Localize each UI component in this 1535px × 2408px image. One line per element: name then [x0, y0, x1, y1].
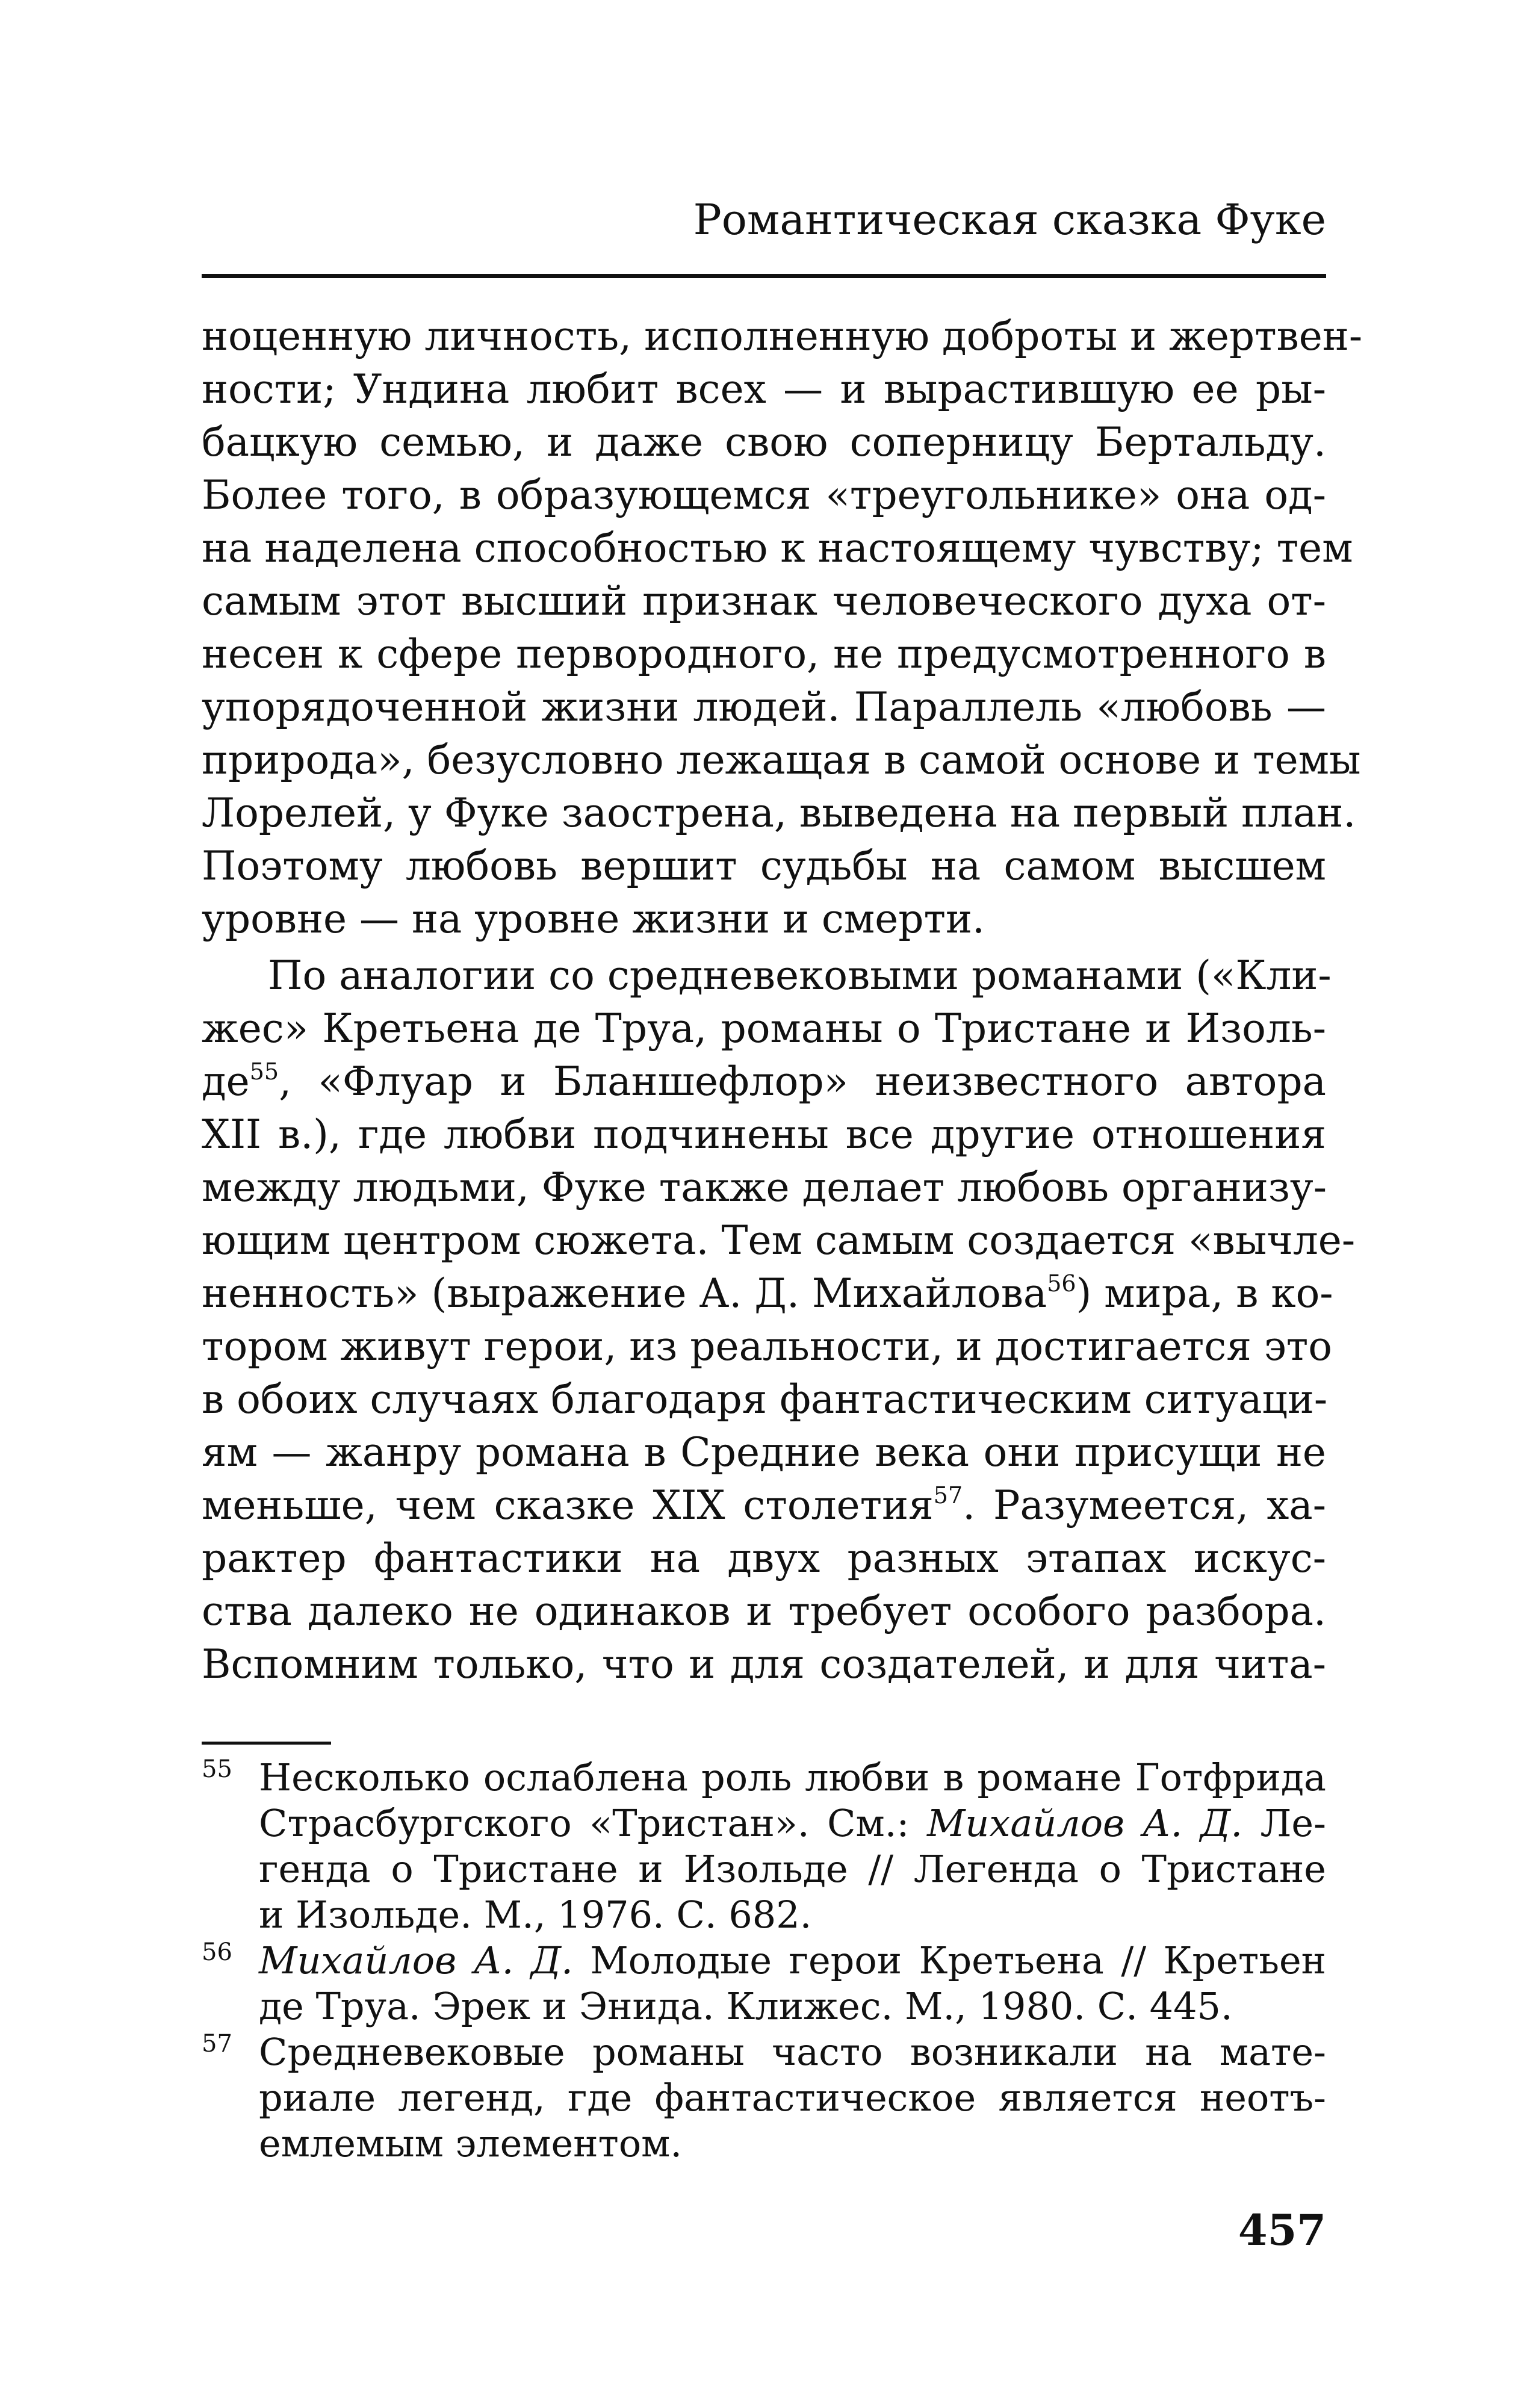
text-fragment: Ле-: [1242, 1801, 1326, 1845]
footnote-line: риале легенд, где фантастическое является неотъ-: [259, 2076, 1326, 2120]
text-line: на наделена способностью к настоящему чувству; тем: [202, 525, 1353, 571]
footnote-line: емлемым элементом.: [259, 2121, 683, 2165]
footnote-ref-55[interactable]: 55: [249, 1058, 279, 1085]
text-fragment: Несколько ослаблена роль любви в романе Готфрида: [259, 1755, 1326, 1799]
text-line: несен к сфере первородного, не предусмотренного в: [202, 631, 1326, 677]
text-line: ноценную личность, исполненную доброты и жертвен-: [202, 313, 1363, 359]
text-line: ности; Ундина любит всех — и вырастившую ее ры-: [202, 366, 1326, 412]
footnote-line: 57 Средневековые романы часто возникали на мате-: [202, 2030, 1326, 2074]
text-fragment: . Разумеется, ха-: [963, 1482, 1326, 1528]
text-line: в обоих случаях благодаря фантастическим ситуаци-: [202, 1376, 1328, 1423]
text-fragment: меньше, чем сказке XIX столетия: [202, 1482, 934, 1528]
text-line: ющим центром сюжета. Тем самым создается «вычле-: [202, 1217, 1356, 1264]
text-line: жес» Кретьена де Труа, романы о Тристане и Изоль-: [202, 1005, 1326, 1052]
footnote-line: де Труа. Эрек и Энида. Клижес. М., 1980. С. 445.: [259, 1984, 1233, 2028]
text-line: XII в.), где любви подчинены все другие отношения: [202, 1111, 1326, 1158]
footnotes: [202, 1755, 1326, 2167]
text-fragment: ненность» (выражение А. Д. Михайлова: [202, 1270, 1047, 1317]
text-line: [202, 1055, 1326, 1108]
footnote-56: [202, 1938, 1326, 2029]
footnote-separator: [202, 1742, 331, 1745]
author-name: Михайлов А. Д.: [259, 1938, 573, 1982]
page-number: 457: [1238, 2205, 1326, 2255]
text-line: Лорелей, у Фуке заострена, выведена на первый план.: [202, 790, 1356, 836]
text-fragment: , «Флуар и Бланшефлор» неизвестного автора: [279, 1058, 1326, 1105]
text-fragment: Страсбургского «Тристан». См.:: [259, 1801, 927, 1845]
author-name: Михайлов А. Д.: [926, 1801, 1243, 1845]
main-text: [202, 310, 1363, 1691]
footnote-line: и Изольде. М., 1976. С. 682.: [259, 1893, 812, 1937]
text-line: рактер фантастики на двух разных этапах искус-: [202, 1535, 1326, 1581]
text-line: Более того, в образующемся «треугольнике» она од-: [202, 472, 1326, 518]
text-line: самым этот высший признак человеческого духа от-: [202, 578, 1326, 624]
text-line: По аналогии со средневековыми романами («Кли-: [268, 952, 1332, 999]
text-line: [202, 1479, 1326, 1532]
footnote-line: генда о Тристане и Изольде // Легенда о Тристане: [259, 1847, 1326, 1891]
paragraph-1: [202, 310, 1363, 946]
text-fragment: Средневековые романы часто возникали на мате-: [259, 2030, 1326, 2074]
text-line: уровне — на уровне жизни и смерти.: [202, 896, 985, 942]
text-line: между людьми, Фуке также делает любовь организу-: [202, 1164, 1327, 1211]
text-line: упорядоченной жизни людей. Параллель «любовь —: [202, 684, 1326, 730]
text-fragment: ) мира, в ко-: [1076, 1270, 1333, 1317]
paragraph-2: [202, 949, 1356, 1691]
footnote-57: [202, 2029, 1326, 2167]
footnote-line: [202, 1801, 1326, 1846]
footnote-ref-56[interactable]: 56: [1047, 1270, 1076, 1297]
text-fragment: Молодые герои Кретьена // Кретьен: [572, 1938, 1326, 1982]
text-fragment: де: [202, 1058, 250, 1105]
text-line: тором живут герои, из реальности, и достигается это: [202, 1323, 1333, 1370]
header-rule: [202, 274, 1326, 278]
footnote-line: 56 Михайлов А. Д. Молодые герои Кретьена // Кретьен: [202, 1938, 1326, 1982]
text-line: [202, 1267, 1333, 1320]
footnote-line: 55 Несколько ослаблена роль любви в романе Готфрида: [202, 1755, 1326, 1799]
text-line: Поэтому любовь вершит судьбы на самом высшем: [202, 843, 1326, 889]
text-line: природа», безусловно лежащая в самой основе и темы: [202, 737, 1361, 783]
footnote-55: [202, 1755, 1326, 1938]
text-line: ям — жанру романа в Средние века они присущи не: [202, 1429, 1326, 1476]
footnote-ref-57[interactable]: 57: [933, 1482, 963, 1509]
text-line: ства далеко не одинаков и требует особого разбора.: [202, 1588, 1326, 1634]
text-line: бацкую семью, и даже свою соперницу Бертальду.: [202, 419, 1326, 465]
running-head: Романтическая сказка Фуке: [693, 195, 1326, 244]
text-line: Вспомним только, что и для создателей, и для чита-: [202, 1641, 1326, 1687]
